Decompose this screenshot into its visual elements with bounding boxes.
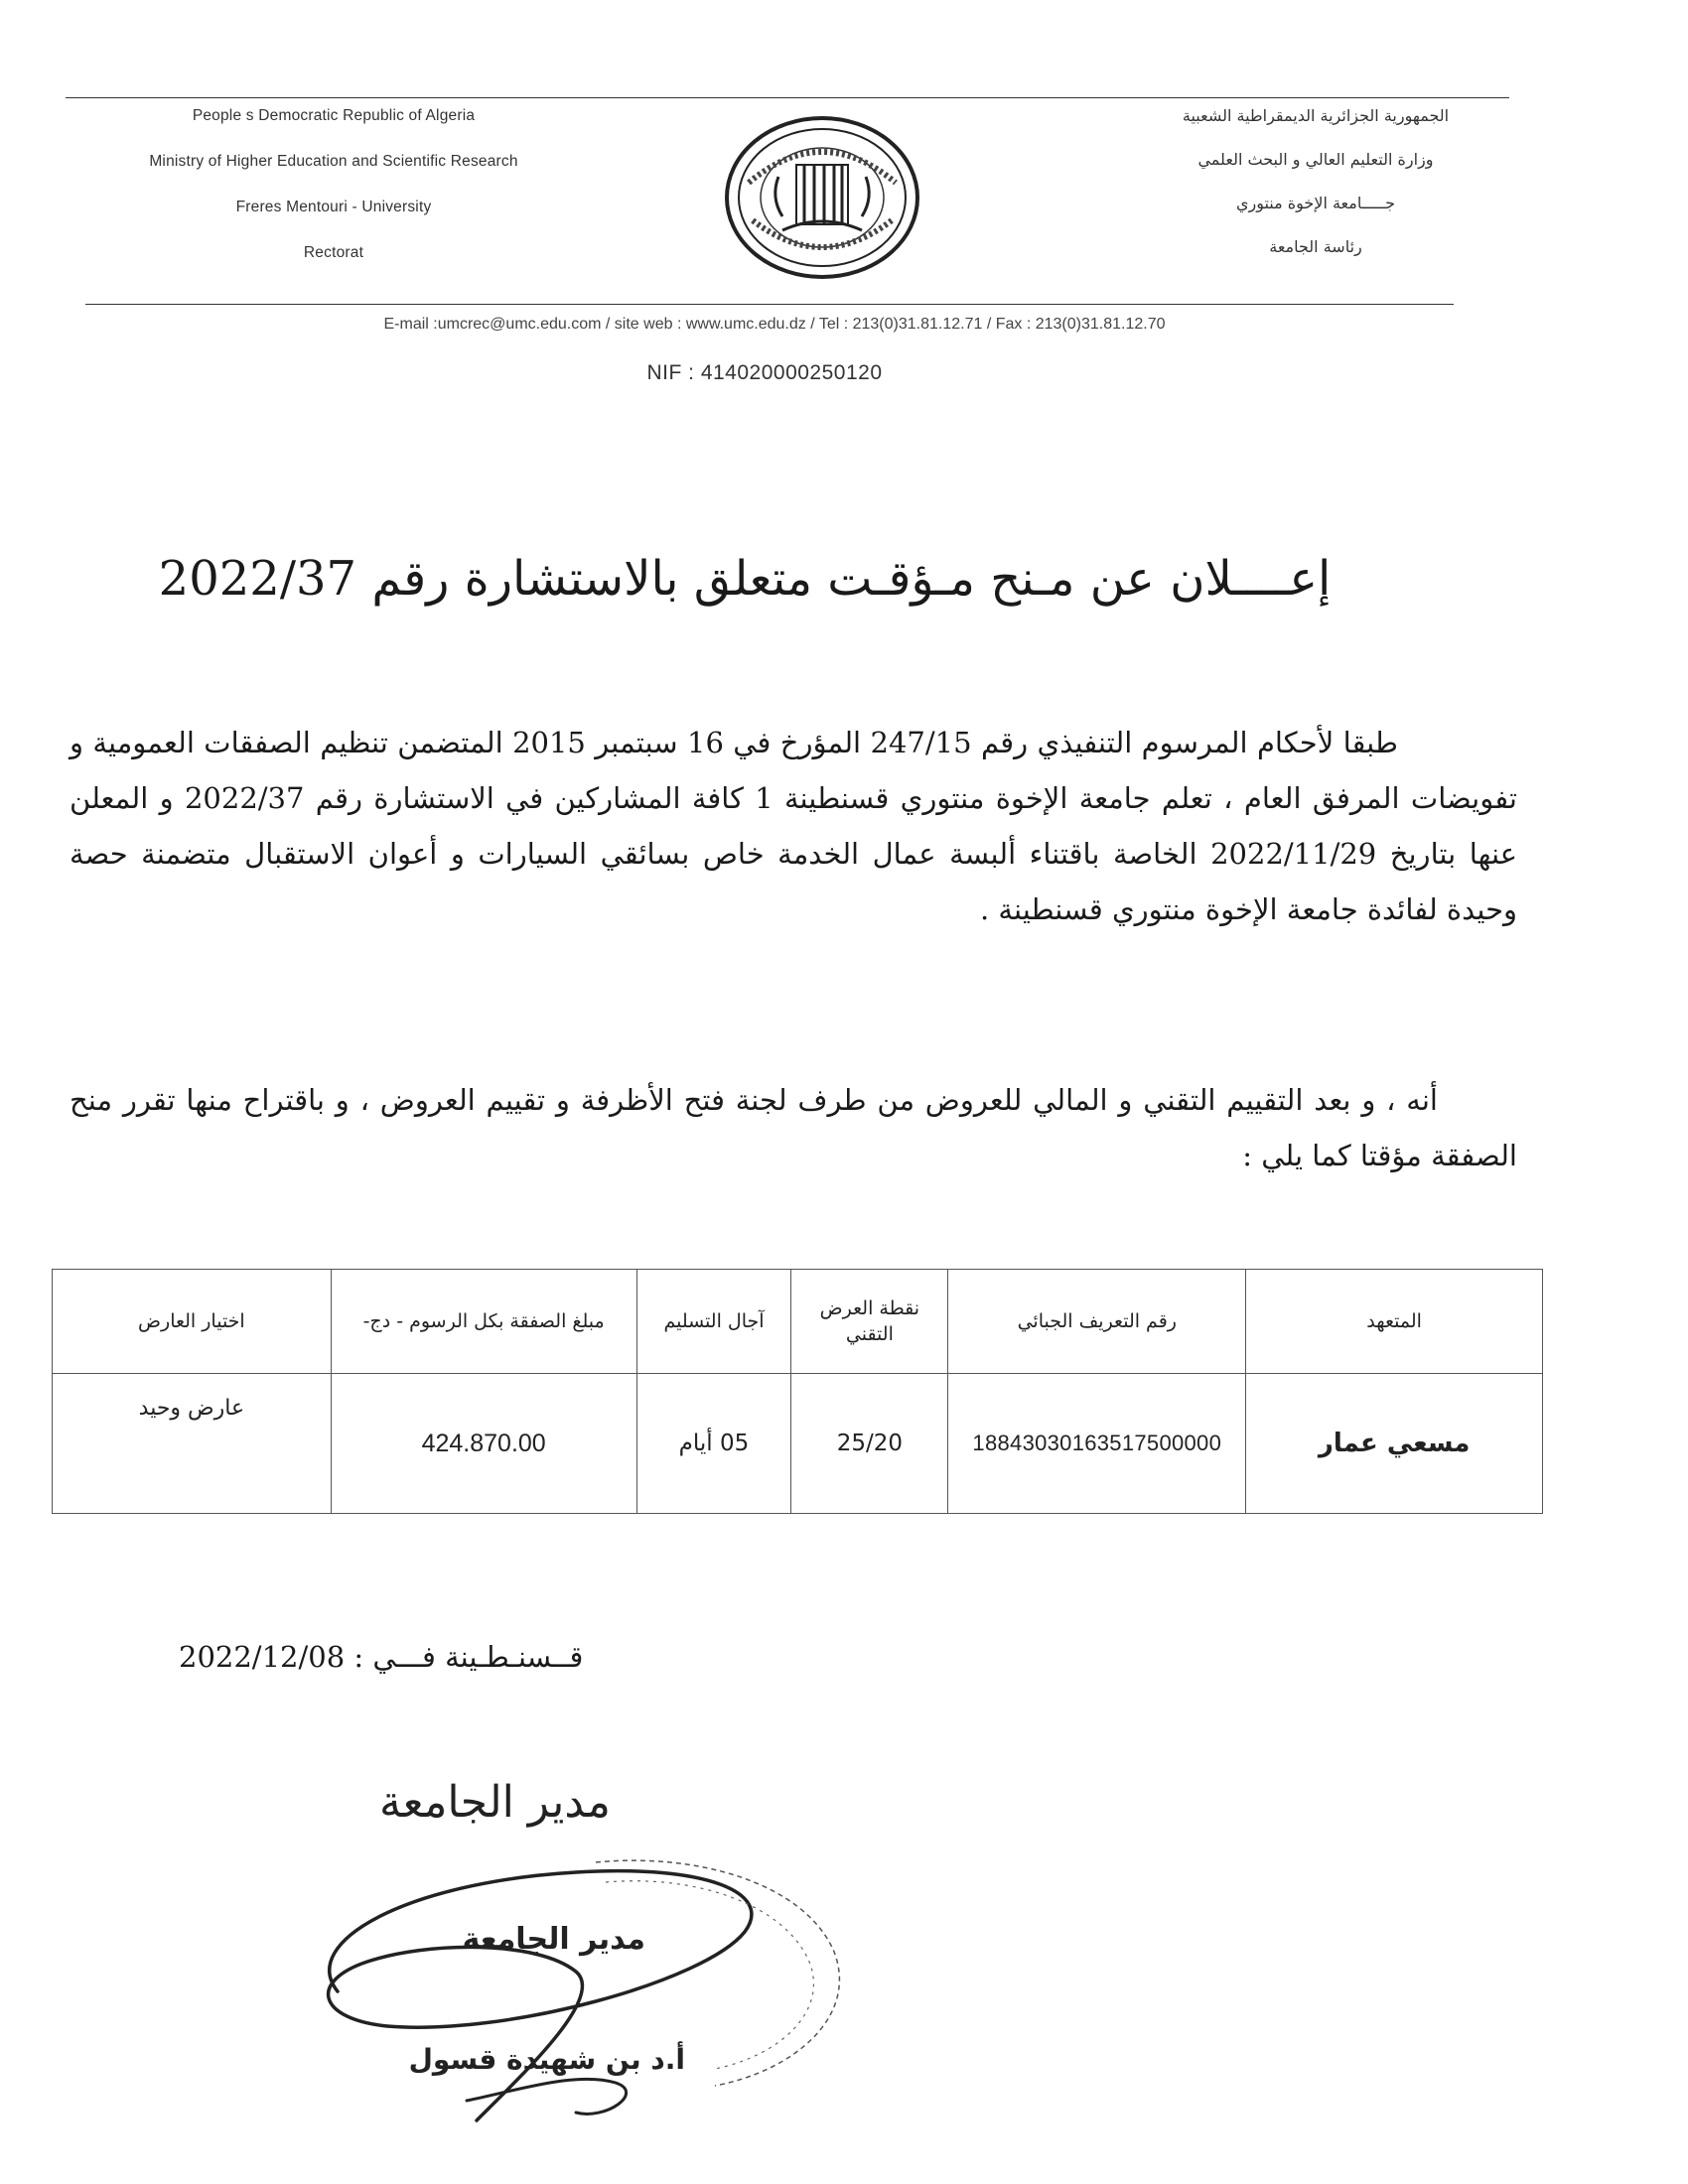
nif-number: NIF : 414020000250120 [646, 361, 883, 384]
header-left-block [75, 103, 592, 286]
table-header-row [53, 1270, 1543, 1374]
cell-tax-id: 18843030163517500000 [948, 1374, 1246, 1514]
header-bottom-rule [85, 304, 1454, 305]
award-table [52, 1269, 1543, 1514]
paragraph-decision: أنه ، و بعد التقييم التقني و المالي للعروض من طرف لجنة فتح الأظرفة و تقييم العروض ، و باقتراح منها تقرر منح الصفقة مؤقتا كما يلي : [70, 1083, 1517, 1172]
header-right-line: وزارة التعليم العالي و البحث العلمي [1197, 150, 1434, 169]
university-seal-icon [723, 113, 921, 282]
header-right-line: رئاسة الجامعة [1269, 237, 1362, 256]
announcement-title: إعــــلان عن مـنح مـؤقـت متعلق بالاستشارة رقم 2022/37 [158, 551, 1332, 607]
header-top-rule [66, 97, 1509, 98]
header-delivery: آجال التسليم [636, 1270, 791, 1374]
header-left-line: Freres Mentouri - University [235, 199, 432, 215]
stamp-title: مدير الجامعة [462, 1922, 645, 1957]
contact-line: E-mail :umcrec@umc.edu.com / site web : www.umc.edu.dz / Tel : 213(0)31.81.12.71 / Fax : 213(0)31.81.12.70 [383, 316, 1166, 333]
header-right-line: الجمهورية الجزائرية الديمقراطية الشعبية [1182, 106, 1450, 125]
paragraph-legal-basis: طبقا لأحكام المرسوم التنفيذي رقم 247/15 المؤرخ في 16 سبتمبر 2015 المتضمن تنظيم الصفقات العمومية و تفويضات المرفق العام ، تعلم جامعة الإخوة منتوري قسنطينة 1 كافة المشاركين في الاستشارة رقم 2022/37 و المعلن عنها بتاريخ 2022/11/29 الخاصة باقتناء ألبسة عمال الخدمة خاص بسائقي السيارات و أعوان الاستقبال متضمنة حصة وحيدة لفائدة جامعة الإخوة منتوري قسنطينة . [70, 726, 1517, 926]
handwritten-signature-icon [278, 1823, 914, 2150]
header-right-block [1152, 103, 1479, 278]
header-right-line: جـــــامعة الإخوة منتوري [1235, 194, 1396, 212]
cell-amount: 424.870.00 [331, 1374, 636, 1514]
header-left-line: People s Democratic Republic of Algeria [192, 107, 476, 124]
place-and-date: قــسنـطـينة فـــي : 2022/12/08 [179, 1640, 584, 1674]
signatory-title: مدير الجامعة [379, 1777, 611, 1828]
header-amount: مبلغ الصفقة بكل الرسوم - دج- [331, 1270, 636, 1374]
cell-bidder: مسعي عمار [1246, 1374, 1543, 1514]
header-tax-id: رقم التعريف الجبائي [948, 1270, 1246, 1374]
cell-choice: عارض وحيد [53, 1374, 332, 1514]
header-tech-score: نقطة العرض التقني [791, 1270, 948, 1374]
table-row [53, 1374, 1543, 1514]
header-left-line: Rectorat [303, 244, 364, 261]
cell-tech-score: 25/20 [791, 1374, 948, 1514]
stamp-signatory-name: أ.د بن شهيدة قسول [408, 2043, 685, 2076]
header-bidder: المتعهد [1246, 1270, 1543, 1374]
header-left-line: Ministry of Higher Education and Scientific Research [149, 153, 518, 170]
header-choice: اختيار العارض [53, 1270, 332, 1374]
cell-delivery: 05 أيام [636, 1374, 791, 1514]
